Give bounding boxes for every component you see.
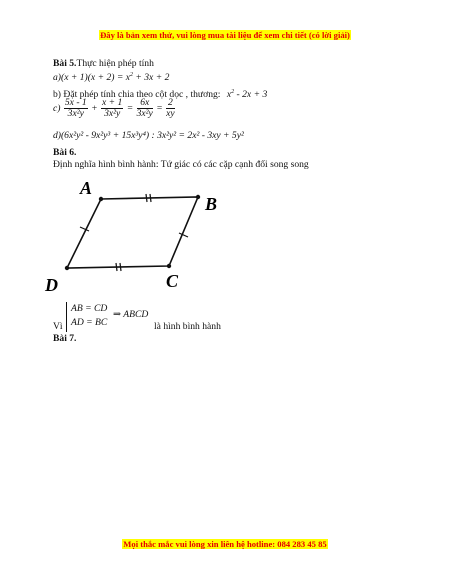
part-d-text: d)(6x²y² - 9x²y³ + 15x³y⁴) : 3x²y² = 2x² - 3xy + 5y² — [53, 130, 244, 141]
part-b-text: b) Đặt phép tính chia theo cột dọc , thương: — [53, 89, 221, 100]
bai7-heading — [53, 333, 76, 344]
vertex-c-dot — [167, 264, 171, 268]
equals-sign-2: = — [156, 103, 163, 114]
part-b-quotient: $x^2 - 2x + 3$ — [226, 89, 268, 100]
parallelogram-shape — [67, 197, 198, 268]
fraction-2: $\frac{x + 1}{\text{3x²y}}$ — [102, 97, 123, 120]
implies-statement: ⇒ ABCD — [113, 309, 149, 320]
condition-system — [66, 302, 107, 332]
definition-text: Định nghĩa hình bình hành: Tứ giác có các cặp cạnh đối song song — [53, 159, 309, 170]
fraction-4: $\frac{2}{xy}$ — [166, 97, 175, 120]
condition-line-1: AB = CD — [71, 303, 108, 314]
vertex-label-a: A — [80, 178, 93, 198]
plus-sign: + — [91, 103, 98, 114]
vertex-label-d: D — [45, 275, 58, 295]
bai5-part-a: $a)(x + 1)(x + 2) = x^2 + 3x + 2$ — [53, 72, 170, 83]
conclusion-prefix: Vì — [53, 321, 63, 332]
vertex-b-dot — [196, 195, 200, 199]
conclusion-text: là hình bình hành — [154, 321, 221, 332]
part-c-label: c) — [53, 103, 61, 114]
bai6-title: Bài 6. — [53, 147, 77, 158]
part-a-rhs: + 3x + 2 — [132, 72, 170, 83]
preview-notice-text: Đây là bản xem thử, vui lòng mua tài liệu để xem chi tiết (có lời giải) — [100, 30, 350, 40]
part-a-label: a) — [53, 72, 61, 83]
fraction-3: $\frac{6x}{\text{3x²y}}$ — [136, 97, 153, 120]
condition-line-2: AD = BC — [71, 317, 108, 328]
bai7-title: Bài 7. — [53, 333, 77, 344]
vertex-d-dot — [65, 266, 69, 270]
vertex-label-b: B — [205, 194, 218, 214]
bai5-instruction: Thực hiện phép tính — [76, 58, 154, 69]
bai5-title: Bài 5. — [53, 58, 77, 69]
vertex-a-dot — [99, 197, 103, 201]
part-a-lhs: (x + 1)(x + 2) = x — [61, 72, 130, 83]
hotline-text: Mọi thắc mắc vui lòng xin liên hệ hotline: 084 283 45 85 — [123, 539, 327, 549]
equals-sign-1: = — [126, 103, 134, 114]
vertex-label-c: C — [166, 271, 179, 291]
fraction-1: $\frac{5x - 1}{\text{3x²y}}$ — [64, 97, 87, 120]
hotline-banner — [0, 534, 450, 552]
